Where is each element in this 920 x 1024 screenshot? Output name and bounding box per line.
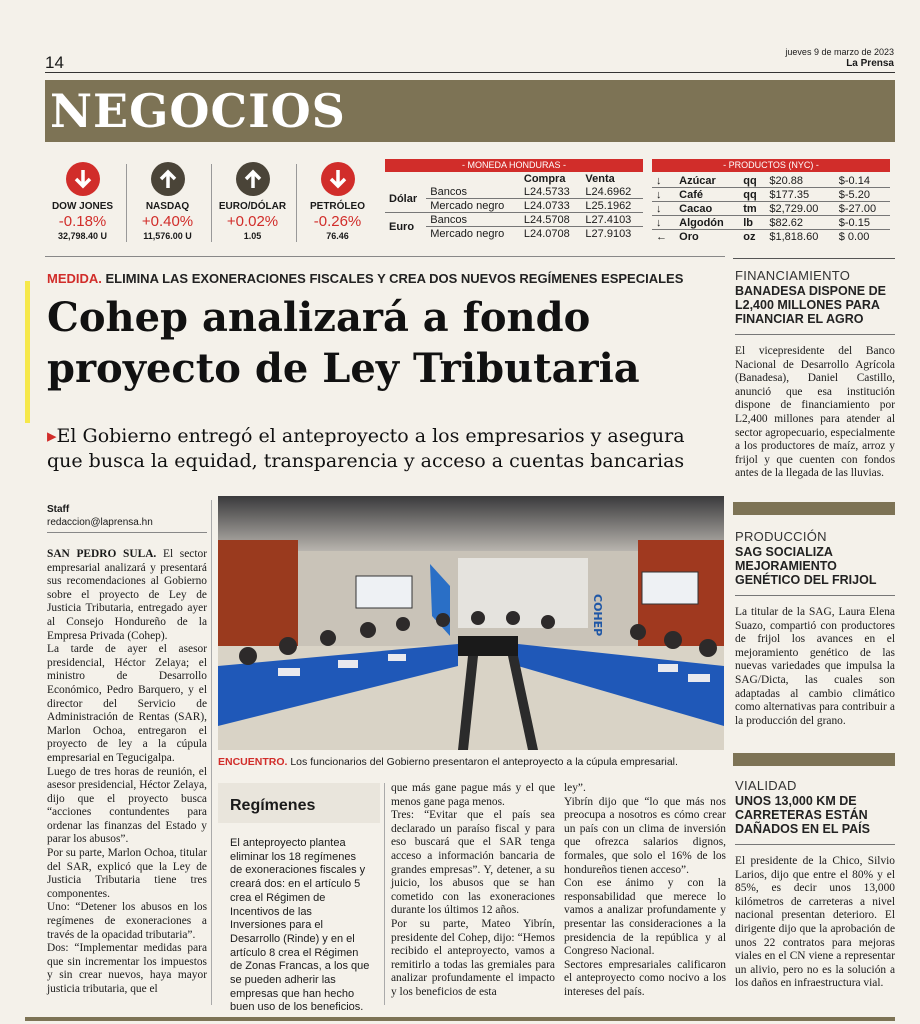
sidebox-title: Regímenes: [230, 797, 316, 814]
market-euro-dolar: [215, 162, 290, 241]
byline: Staff: [47, 504, 70, 515]
arrow-down-icon: [66, 162, 100, 196]
paragraph: Por su parte, Mateo Yibrín, presidente del Cohep, dijo: “Hemos recibido el anteproyecto, vamos a remitirlo a todas las gremiales para analizar profundamente el impacto y los beneficios de esta: [391, 917, 555, 998]
currency-name: Euro: [389, 220, 415, 233]
kicker-text: ELIMINA LAS EXONERACIONES FISCALES Y CREA DOS NUEVOS REGÍMENES ESPECIALES: [105, 271, 684, 286]
product-name: Algodón: [675, 216, 739, 230]
divider: [45, 256, 725, 257]
divider: [735, 844, 895, 845]
market-divider: [296, 164, 297, 242]
trend-icon: ↓: [652, 188, 675, 202]
product-price: $20.88: [765, 174, 834, 188]
product-unit: oz: [743, 230, 756, 243]
market-petroleo: [300, 162, 375, 241]
sidebar-text: El vicepresidente del Banco Nacional de Desarrollo Agrícola (Banadesa), Daniel Castillo, anunció que esa institución dispone de financiamiento por L2,400 millones para atender al sector agropecuario, especialmente a los productores de maíz, arroz y frijol y que cuenten con fondos antes de la llegada de las lluvias.: [735, 345, 895, 480]
product-unit: tm: [739, 202, 765, 216]
article-kicker: [47, 271, 683, 286]
arrow-up-icon: [151, 162, 185, 196]
trend-icon: ↓: [652, 216, 675, 230]
article-photo: [218, 496, 724, 750]
section-title: NEGOCIOS: [50, 84, 346, 138]
table-row: [652, 202, 890, 216]
sidebar-text: El presidente de la Chico, Silvio Larios, dijo que entre el 80% y el 85%, es decir unos 13,000 kilómetros de carreteras a nivel nacional presentan deterioro. El dirigente dijo que la aprobación de unos 22 contratos para mejoras viales en el CN viene a representar un alivio, pero no es la solución a los daños en infraestructura vial.: [735, 855, 895, 990]
market-change: +0.02%: [226, 213, 279, 230]
products-grid: [652, 174, 890, 243]
paragraph: Dos: “Implementar medidas para que sin incrementar los impuestos y sin crear nuevos, haya mayor justicia tributaria, que el: [47, 942, 207, 995]
table-row: [652, 216, 890, 230]
currency-title: - MONEDA HONDURAS -: [385, 159, 643, 172]
product-name: Cacao: [675, 202, 739, 216]
sidebar-band: [733, 753, 895, 766]
currency-grid: [385, 172, 643, 240]
product-unit: qq: [739, 188, 765, 202]
sidebar-headline: UNOS 13,000 KM DE CARRETERAS ESTÁN DAÑADOS EN EL PAÍS: [735, 794, 870, 836]
sidebar-kicker: FINANCIAMIENTO: [735, 268, 851, 283]
currency-name: Dólar: [385, 185, 426, 213]
column-divider: [211, 500, 212, 1005]
product-change: $-5.20: [835, 188, 890, 202]
sidebar-story-1: [735, 268, 895, 481]
table-row: [652, 230, 890, 244]
highlight-mark: [25, 281, 30, 423]
market-dow-jones: [45, 162, 120, 241]
row-label: Mercado negro: [426, 199, 520, 213]
newspaper-name: La Prensa: [846, 58, 894, 69]
product-change: $ 0.00: [838, 230, 870, 243]
product-name: Oro: [679, 230, 699, 243]
footer-band: [25, 1017, 895, 1021]
dateline: SAN PEDRO SULA.: [47, 548, 157, 560]
table-row: [385, 185, 643, 199]
article-column-4: [564, 782, 726, 1000]
sell-value: L27.4103: [581, 213, 643, 227]
paragraph: Por su parte, Marlon Ochoa, titular del SAR, explicó que la Ley de Justicia Tributaria tiene tres componentes.: [47, 847, 207, 900]
buy-value: L24.0733: [520, 199, 582, 213]
market-value: 32,798.40 U: [57, 231, 108, 241]
divider: [47, 532, 207, 533]
arrow-down-icon: [321, 162, 355, 196]
paragraph: Uno: “Detener los abusos en los regímenes de exoneraciones a través de la opacidad tributaria”.: [47, 901, 207, 941]
sidebox-text: El anteproyecto plantea eliminar los 18 regímenes de exoneraciones fiscales y creará dos: en el artículo 5 crea el Régimen de Incentivos de las Inversiones para el Desarrollo (Rinde) y en el artículo 8 crea el Régimen de Zonas Francas, a los que se pueden adherir las empresas que han hecho buen uso de los beneficios.: [230, 837, 370, 1014]
sidebar-story-3: [735, 778, 895, 991]
triangle-right-icon: ▸: [47, 425, 57, 447]
article-column-3: [391, 782, 555, 1000]
caption-text: Los funcionarios del Gobierno presentaron el anteproyecto a la cúpula empresarial.: [290, 756, 678, 768]
row-label: Mercado negro: [430, 227, 505, 240]
photo-sign-text: COHEP: [591, 594, 604, 637]
sidebar-rule: [733, 258, 895, 259]
trend-icon: ↓: [652, 174, 675, 188]
buy-value: L24.5733: [520, 185, 582, 199]
byline-email[interactable]: redaccion@laprensa.hn: [47, 517, 153, 528]
market-change: -0.26%: [313, 213, 362, 230]
sidebar-band: [733, 502, 895, 515]
product-price: $82.62: [765, 216, 834, 230]
market-name: EURO/DÓLAR: [218, 201, 287, 212]
product-name: Café: [675, 188, 739, 202]
header-rule: [45, 72, 895, 73]
headline-line: proyecto de Ley Tributaria: [47, 345, 640, 392]
paragraph: que más gane pague más y el que menos gane paga menos.: [391, 782, 555, 808]
sell-value: L25.1962: [581, 199, 643, 213]
currency-table: [385, 159, 643, 240]
sidebar-story-2: [735, 529, 895, 728]
headline-line: Cohep analizará a fondo: [47, 294, 591, 341]
divider: [735, 595, 895, 596]
deck-line: El Gobierno entregó el anteproyecto a los empresarios y asegura: [56, 425, 685, 447]
issue-date: jueves 9 de marzo de 2023: [785, 47, 894, 57]
masthead-info: [785, 46, 894, 70]
row-label: Bancos: [426, 185, 520, 199]
product-name: Azúcar: [675, 174, 739, 188]
paragraph: Yibrín dijo que “lo que más nos preocupa a nosotros es cómo crear un país con un clima de inversión que ofrezca salarios dignos, formales, que solo el 16% de los hondureños tienen acceso”.: [564, 795, 726, 876]
buy-value: L24.5708: [520, 213, 582, 227]
article-headline: [47, 292, 717, 394]
sidebar-kicker: PRODUCCIÓN: [735, 529, 827, 544]
product-change: $-0.15: [835, 216, 890, 230]
market-value: 1.05: [243, 231, 262, 241]
products-table: [652, 159, 890, 243]
divider: [735, 334, 895, 335]
paragraph: ley”.: [564, 782, 586, 794]
table-row: [652, 188, 890, 202]
market-value: 76.46: [326, 231, 349, 241]
paragraph: Tres: “Evitar que el país sea declarado un paraíso fiscal y para eso buscará que el SAR tenga acceso a información bancaria de grandes empresas”. Y, detener, a su juicio, los abusos que se han cometido con las exoneraciones durante los últimos 12 años.: [391, 809, 555, 917]
sidebar-headline: SAG SOCIALIZA MEJORAMIENTO GENÉTICO DEL FRIJOL: [735, 545, 877, 587]
table-row: [385, 213, 643, 227]
sidebar-text: La titular de la SAG, Laura Elena Suazo, compartió con productores de frijol los avances en el mejoramiento genético de las nuevas variedades que impulsa la SAG/Dicta, las cuales son adaptadas al cambio climático como alternativas para contribuir a la producción del grano.: [735, 606, 895, 727]
sell-value: L24.6962: [581, 185, 643, 199]
row-label: Bancos: [426, 213, 520, 227]
article-column-1: [47, 548, 207, 997]
kicker-label: MEDIDA.: [47, 271, 102, 286]
market-change: +0.40%: [141, 213, 194, 230]
article-deck: [47, 424, 727, 474]
col-buy: Compra: [523, 172, 566, 185]
caption-label: ENCUENTRO.: [218, 756, 288, 768]
market-value: 11,576.00 U: [143, 231, 192, 241]
buy-value: L24.0708: [523, 227, 570, 240]
market-name: NASDAQ: [145, 201, 190, 212]
product-unit: lb: [739, 216, 765, 230]
paragraph: Luego de tres horas de reunión, el asesor presidencial, Héctor Zelaya, dijo que el proyecto busca “acciones contundentes para ordenar las finanzas del Estado y parar los abusos”.: [47, 765, 207, 846]
product-price: $1,818.60: [769, 230, 819, 243]
product-change: $-0.14: [835, 174, 890, 188]
product-price: $2,729.00: [765, 202, 834, 216]
market-divider: [126, 164, 127, 242]
trend-icon: ←: [656, 230, 667, 243]
market-name: PETRÓLEO: [309, 201, 365, 212]
col-sell: Venta: [585, 172, 615, 185]
sell-value: L27.9103: [585, 227, 632, 240]
sidebar-kicker: VIALIDAD: [735, 778, 797, 793]
table-row: [652, 174, 890, 188]
product-price: $177.35: [765, 188, 834, 202]
paragraph: Con ese ánimo y con la responsabilidad que merece lo vamos a analizar profundamente y presentar las consideraciones a la presidencia de la república y al Congreso Nacional.: [564, 877, 726, 958]
page-number: 14: [45, 53, 64, 72]
product-unit: qq: [739, 174, 765, 188]
photo-caption: [218, 756, 724, 768]
paragraph: La tarde de ayer el asesor presidencial, Héctor Zelaya; el ministro de Desarrollo Económico, Pedro Barquero, y el director del Servicio de Administración de Rentas (SAR), Marlon Ochoa, entregaron el proyecto de ley a la cúpula empresarial en Tegucigalpa.: [47, 643, 207, 764]
market-name: DOW JONES: [51, 201, 114, 212]
arrow-up-icon: [236, 162, 270, 196]
product-change: $-27.00: [835, 202, 890, 216]
sidebar-headline: BANADESA DISPONE DE L2,400 MILLONES PARA FINANCIAR EL AGRO: [735, 284, 886, 326]
paragraph: Sectores empresariales calificaron el anteproyecto como nocivo a los intereses del país.: [564, 958, 726, 998]
products-title: - PRODUCTOS (NYC) -: [652, 159, 890, 172]
deck-line: que busca la equidad, transparencia y acceso a cuentas bancarias: [47, 450, 685, 472]
column-divider: [384, 783, 385, 1005]
market-nasdaq: [130, 162, 205, 241]
market-change: -0.18%: [58, 213, 107, 230]
market-divider: [211, 164, 212, 242]
trend-icon: ↓: [652, 202, 675, 216]
paragraph: El sector empresarial analizará y presentará sus recomendaciones al Gobierno sobre el proyecto de Ley de Justicia Tributaria, entregado ayer al Consejo Hondureño de la Empresa Privada (Cohep).: [47, 548, 207, 642]
